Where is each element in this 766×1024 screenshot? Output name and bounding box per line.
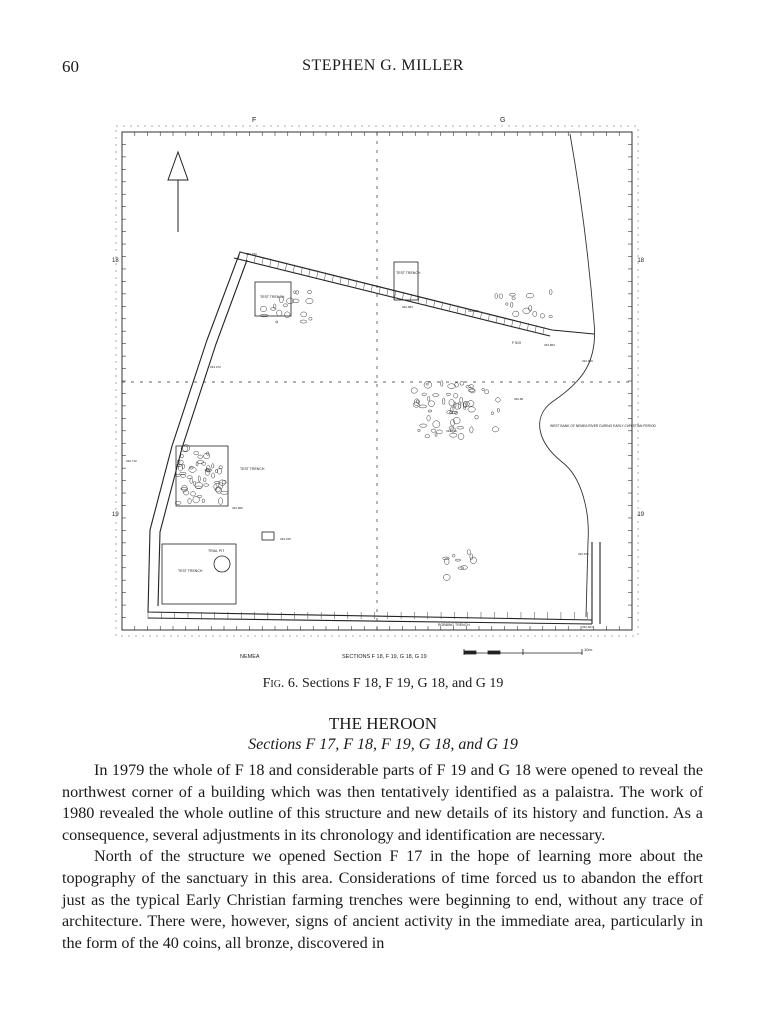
elevation-label: 333.272: [210, 365, 221, 369]
elevation-label: 332.864: [544, 343, 555, 347]
scale-bar-label: 10m.: [584, 647, 593, 652]
body-text: [62, 760, 703, 954]
row-label-19-right: 19: [637, 512, 644, 518]
elevation-label: 332.984: [402, 305, 413, 309]
column-label-f: F: [252, 117, 257, 124]
section-title: THE HEROON: [328, 714, 438, 733]
label-robbing-trench: ROBBING TRENCH: [438, 623, 470, 627]
label-trial-pit: TRIAL PIT: [208, 549, 225, 553]
river-bank-line: [540, 134, 595, 617]
elevation-label: 332.726: [446, 429, 457, 433]
elevation-label: 332.929: [582, 359, 593, 363]
elevation-label: 332.712: [126, 459, 137, 463]
row-label-18-left: 18: [112, 258, 119, 264]
elevation-label: 332.966: [232, 506, 243, 510]
elevation-label: 332.887: [468, 309, 479, 313]
elevation-label: 332.971: [578, 552, 589, 556]
page-number: 60: [62, 57, 79, 76]
body-paragraph: North of the structure we opened Section F 17 in the hope of learning more about the topography of the sanctuary in this area. Considerations of time forced us to abandon the effort just as the typical Early Christian farming trenches were beginning to end, without any trace of architecture. There were, however, signs of ancient activity in the immediate area, particularly in the form of the 40 coins, all bronze, discovered in: [62, 847, 703, 952]
section-subtitle: Sections F 17, F 18, F 19, G 18, and G 19: [248, 736, 518, 753]
label-test-trench-north: TEST TRENCH: [396, 271, 421, 275]
building-walls: [148, 252, 600, 624]
row-label-18-right: 18: [637, 258, 644, 264]
plan-sections-label: SECTIONS F 18, F 19, G 18, G 19: [342, 654, 427, 660]
column-label-g: G: [500, 117, 506, 124]
running-head: STEPHEN G. MILLER: [302, 57, 464, 74]
plan-site-name: NEMEA: [240, 654, 260, 660]
row-label-19-left: 19: [112, 512, 119, 518]
figure-caption-text: Sections F 18, F 19, G 18, and G 19: [301, 676, 504, 691]
figure-caption-label: Fig. 6.: [262, 676, 299, 691]
elevation-label: 332.80: [514, 397, 524, 401]
site-plan-figure: [112, 112, 656, 664]
label-test-trench-sw: TEST TRENCH: [178, 569, 203, 573]
north-arrow-icon: [168, 152, 188, 232]
label-river-bank: WEST BANK OF NEMEA RIVER DURING EARLY CHRISTIAN PERIOD: [550, 424, 656, 428]
rubble-field: [175, 290, 552, 581]
label-test-trench-nw: TEST TRENCH: [260, 295, 285, 299]
label-f519: F 519: [512, 341, 521, 345]
body-paragraph: In 1979 the whole of F 18 and considerable parts of F 19 and G 18 were opened to reveal the northwest corner of a building which was then tentatively identified as a palaistra. The work of 1980 revealed the whole outline of this structure and new details of its history and function. As a consequence, several adjustments in its chronology and identification are necessary.: [62, 761, 703, 844]
scale-bar: [464, 649, 582, 655]
elevation-label: 333.315: [280, 537, 291, 541]
elevation-label: 332.604: [582, 625, 593, 629]
label-test-trench-west: TEST TRENCH: [240, 467, 265, 471]
grid-frame: [116, 126, 638, 636]
figure-caption: [0, 676, 766, 692]
elevation-label: 332.970: [246, 252, 257, 256]
site-plan-drawing: [112, 112, 656, 664]
